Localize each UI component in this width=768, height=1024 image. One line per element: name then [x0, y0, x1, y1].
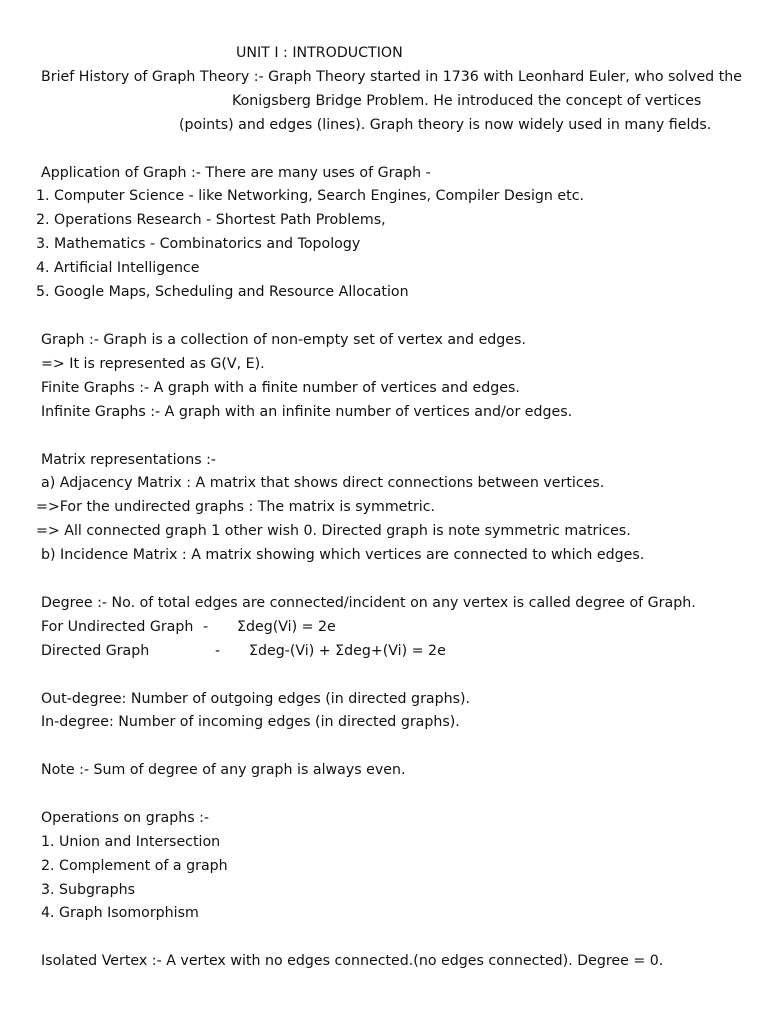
graph-representation: => It is represented as G(V, E).	[41, 356, 265, 372]
history-line-1: Brief History of Graph Theory :- Graph Theory started in 1736 with Leonhard Euler, who solved the	[41, 69, 742, 85]
undirected-degree-label: For Undirected Graph	[41, 619, 194, 635]
matrix-heading: Matrix representations :-	[41, 452, 217, 468]
infinite-graphs: Infinite Graphs :- A graph with an infinite number of vertices and/or edges.	[41, 404, 573, 420]
directed-degree-label: Directed Graph	[41, 643, 150, 659]
operations-heading: Operations on graphs :-	[41, 810, 210, 826]
connected-graph-note: => All connected graph 1 other wish 0. Directed graph is note symmetric matrices.	[36, 523, 631, 539]
directed-degree-dash: -	[215, 643, 221, 659]
graph-definition: Graph :- Graph is a collection of non-empty set of vertex and edges.	[41, 332, 526, 348]
undirected-degree-formula: Σdeg(Vi) = 2e	[237, 619, 336, 635]
history-line-3: (points) and edges (lines). Graph theory is now widely used in many fields.	[179, 117, 712, 133]
history-line-2: Konigsberg Bridge Problem. He introduced the concept of vertices	[232, 93, 702, 109]
operations-item: 4. Graph Isomorphism	[41, 905, 199, 921]
page-title: UNIT I : INTRODUCTION	[236, 45, 403, 61]
undirected-degree-dash: -	[203, 619, 209, 635]
degree-note: Note :- Sum of degree of any graph is always even.	[41, 762, 406, 778]
applications-item: 3. Mathematics - Combinatorics and Topology	[36, 236, 361, 252]
applications-heading: Application of Graph :- There are many uses of Graph -	[41, 165, 431, 181]
applications-item: 1. Computer Science - like Networking, Search Engines, Compiler Design etc.	[36, 188, 584, 204]
directed-degree-formula: Σdeg-(Vi) + Σdeg+(Vi) = 2e	[249, 643, 446, 659]
degree-definition: Degree :- No. of total edges are connected/incident on any vertex is called degree of Graph.	[41, 595, 696, 611]
incidence-matrix: b) Incidence Matrix : A matrix showing which vertices are connected to which edges.	[41, 547, 645, 563]
undirected-symmetric-note: =>For the undirected graphs : The matrix is symmetric.	[36, 499, 436, 515]
applications-item: 2. Operations Research - Shortest Path Problems,	[36, 212, 386, 228]
isolated-vertex-definition: Isolated Vertex :- A vertex with no edges connected.(no edges connected). Degree = 0.	[41, 953, 664, 969]
adjacency-matrix: a) Adjacency Matrix : A matrix that shows direct connections between vertices.	[41, 475, 605, 491]
operations-item: 1. Union and Intersection	[41, 834, 221, 850]
applications-item: 4. Artificial Intelligence	[36, 260, 200, 276]
out-degree-definition: Out-degree: Number of outgoing edges (in directed graphs).	[41, 691, 471, 707]
operations-item: 2. Complement of a graph	[41, 858, 228, 874]
finite-graphs: Finite Graphs :- A graph with a finite number of vertices and edges.	[41, 380, 520, 396]
applications-item: 5. Google Maps, Scheduling and Resource Allocation	[36, 284, 409, 300]
in-degree-definition: In-degree: Number of incoming edges (in directed graphs).	[41, 714, 460, 730]
operations-item: 3. Subgraphs	[41, 882, 135, 898]
